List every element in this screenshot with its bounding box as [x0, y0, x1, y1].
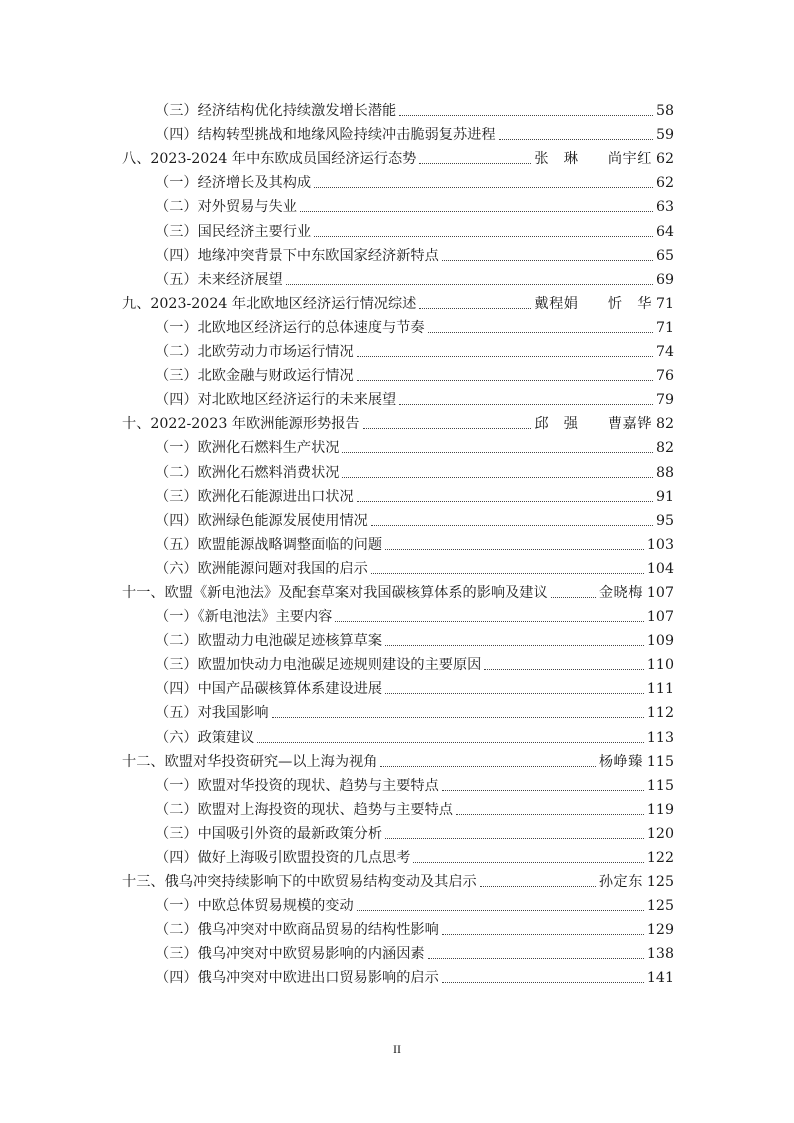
toc-entry-title: 八、2023-2024 年中东欧成员国经济运行态势 — [122, 151, 417, 168]
toc-entry-title: （五）未来经济展望 — [155, 271, 283, 288]
toc-entry-page: 62 — [655, 175, 674, 192]
toc-entry-author: 戴程娟 忻 华 — [534, 295, 652, 312]
toc-entry-page: 125 — [646, 874, 674, 891]
dot-leader — [456, 813, 644, 815]
dot-leader — [442, 933, 644, 935]
dot-leader — [357, 500, 653, 502]
toc-entry-title: （六）欧洲能源问题对我国的启示 — [155, 560, 368, 577]
toc-chapter-entry[interactable] — [122, 409, 674, 433]
toc-entry-title: （六）政策建议 — [155, 729, 255, 746]
toc-entry-title: （四）做好上海吸引欧盟投资的几点思考 — [155, 850, 411, 866]
toc-section-entry[interactable] — [122, 771, 674, 795]
toc-chapter-entry[interactable] — [122, 578, 674, 602]
toc-entry-page: 138 — [646, 946, 674, 963]
dot-leader — [385, 644, 644, 646]
toc-entry-author: 金晓梅 — [598, 584, 643, 601]
toc-entry-title: 十三、俄乌冲突持续影响下的中欧贸易结构变动及其启示 — [122, 874, 477, 891]
toc-entry-title: 十、2022-2023 年欧洲能源形势报告 — [122, 416, 360, 433]
toc-entry-page: 115 — [646, 753, 674, 770]
dot-leader — [300, 210, 653, 212]
toc-entry-title: （一）中欧总体贸易规模的变动 — [155, 898, 354, 915]
toc-section-entry[interactable] — [122, 216, 674, 240]
toc-entry-page: 88 — [655, 464, 674, 481]
toc-entry-author: 孙定东 — [598, 874, 643, 891]
toc-entry-page: 71 — [655, 295, 674, 312]
dot-leader — [363, 427, 532, 429]
toc-section-entry[interactable] — [122, 433, 674, 457]
toc-entry-title: （一）欧盟对华投资的现状、趋势与主要特点 — [155, 777, 439, 794]
dot-leader — [385, 692, 644, 694]
dot-leader — [342, 451, 652, 453]
dot-leader — [399, 403, 653, 405]
toc-entry-page: 82 — [655, 416, 674, 433]
toc-section-entry[interactable] — [122, 939, 674, 963]
toc-entry-title: （四）地缘冲突背景下中东欧国家经济新特点 — [155, 247, 439, 264]
dot-leader — [413, 861, 644, 863]
toc-section-entry[interactable] — [122, 602, 674, 626]
dot-leader — [484, 668, 644, 670]
dot-leader — [380, 765, 595, 767]
toc-section-entry[interactable] — [122, 698, 674, 722]
toc-section-entry[interactable] — [122, 530, 674, 554]
toc-entry-title: （二）俄乌冲突对中欧商品贸易的结构性影响 — [155, 922, 439, 939]
toc-section-entry[interactable] — [122, 385, 674, 409]
toc-section-entry[interactable] — [122, 650, 674, 674]
toc-entry-title: （五）对我国影响 — [155, 705, 269, 722]
toc-section-entry[interactable] — [122, 313, 674, 337]
toc-entry-author: 邱 强 曹嘉铧 — [534, 416, 652, 433]
dot-leader — [385, 837, 644, 839]
toc-entry-title: （三）经济结构优化持续激发增长潜能 — [155, 103, 397, 120]
dot-leader — [385, 548, 644, 550]
dot-leader — [371, 572, 644, 574]
toc-entry-title: （一）经济增长及其构成 — [155, 175, 312, 192]
toc-entry-title: （四）俄乌冲突对中欧进出口贸易影响的启示 — [155, 970, 439, 987]
toc-entry-page: 120 — [646, 825, 674, 842]
toc-section-entry[interactable] — [122, 120, 674, 144]
toc-entry-title: 九、2023-2024 年北欧地区经济运行情况综述 — [122, 295, 417, 312]
dot-leader — [442, 981, 644, 983]
toc-entry-page: 122 — [646, 850, 674, 866]
dot-leader — [499, 138, 653, 140]
toc-section-entry[interactable] — [122, 506, 674, 530]
toc-entry-page: 69 — [655, 271, 674, 288]
toc-entry-page: 95 — [655, 512, 674, 529]
toc-chapter-entry[interactable] — [122, 747, 674, 771]
dot-leader — [314, 235, 653, 237]
toc-entry-title: （三）俄乌冲突对中欧贸易影响的内涵因素 — [155, 946, 425, 963]
toc-entry-page: 62 — [655, 151, 674, 168]
toc-entry-title: （一）欧洲化石燃料生产状况 — [155, 440, 340, 457]
toc-entry-author: 杨峥臻 — [598, 753, 643, 770]
toc-entry-page: 71 — [655, 319, 674, 336]
toc-entry-page: 109 — [646, 633, 674, 650]
toc-section-entry[interactable] — [122, 626, 674, 650]
toc-entry-title: （二）欧盟对上海投资的现状、趋势与主要特点 — [155, 801, 453, 818]
toc-entry-title: （四）对北欧地区经济运行的未来展望 — [155, 392, 397, 409]
toc-entry-title: （三）欧洲化石能源进出口状况 — [155, 488, 354, 505]
toc-entry-title: （三）中国吸引外资的最新政策分析 — [155, 825, 383, 842]
toc-entry-page: 119 — [646, 801, 674, 818]
dot-leader — [480, 885, 596, 887]
toc-entry-author: 张 琳 尚宇红 — [534, 151, 652, 168]
dot-leader — [357, 355, 653, 357]
toc-entry-title: （三）欧盟加快动力电池碳足迹规则建设的主要原因 — [155, 657, 482, 674]
toc-entry-title: 十二、欧盟对华投资研究—以上海为视角 — [122, 753, 378, 770]
toc-section-entry[interactable] — [122, 192, 674, 216]
toc-entry-page: 111 — [646, 681, 674, 698]
toc-entry-page: 113 — [646, 729, 674, 746]
toc-entry-page: 76 — [655, 368, 674, 385]
toc-section-entry[interactable] — [122, 482, 674, 506]
toc-section-entry[interactable] — [122, 337, 674, 361]
toc-entry-page: 63 — [655, 199, 674, 216]
toc-section-entry[interactable] — [122, 819, 674, 843]
toc-chapter-entry[interactable] — [122, 867, 674, 891]
toc-chapter-entry[interactable] — [122, 289, 674, 313]
toc-entry-page: 79 — [655, 392, 674, 409]
toc-entry-page: 82 — [655, 440, 674, 457]
dot-leader — [371, 524, 653, 526]
toc-section-entry[interactable] — [122, 554, 674, 578]
toc-entry-page: 65 — [655, 247, 674, 264]
toc-section-entry[interactable] — [122, 241, 674, 265]
toc-section-entry[interactable] — [122, 963, 674, 987]
toc-entry-page: 110 — [646, 657, 674, 674]
toc-entry-page: 104 — [646, 560, 674, 577]
page-number: II — [393, 1042, 401, 1056]
toc-section-entry[interactable] — [122, 457, 674, 481]
toc-section-entry[interactable] — [122, 891, 674, 915]
toc-section-entry[interactable] — [122, 795, 674, 819]
dot-leader — [335, 620, 644, 622]
dot-leader — [442, 789, 644, 791]
toc-section-entry[interactable] — [122, 361, 674, 385]
toc-entry-title: （一）《新电池法》主要内容 — [155, 609, 333, 626]
dot-leader — [419, 307, 531, 309]
toc-entry-page: 125 — [646, 898, 674, 915]
toc-entry-title: （二）欧盟动力电池碳足迹核算草案 — [155, 633, 383, 650]
toc-entry-title: （三）国民经济主要行业 — [155, 223, 312, 240]
toc-entry-title: （三）北欧金融与财政运行情况 — [155, 368, 354, 385]
toc-section-entry[interactable] — [122, 915, 674, 939]
toc-entry-page: 103 — [646, 536, 674, 553]
table-of-contents — [122, 96, 674, 987]
toc-section-entry[interactable] — [122, 265, 674, 289]
toc-entry-page: 107 — [646, 609, 674, 626]
dot-leader — [442, 259, 653, 261]
toc-section-entry[interactable] — [122, 722, 674, 746]
dot-leader — [399, 114, 653, 116]
toc-entry-page: 115 — [646, 777, 674, 794]
toc-entry-page: 59 — [655, 127, 674, 144]
dot-leader — [314, 186, 653, 188]
toc-entry-page: 112 — [646, 705, 674, 722]
toc-entry-page: 91 — [655, 488, 674, 505]
toc-section-entry[interactable] — [122, 843, 674, 867]
toc-entry-title: （一）北欧地区经济运行的总体速度与节奏 — [155, 319, 425, 336]
toc-entry-title: 十一、欧盟《新电池法》及配套草案对我国碳核算体系的影响及建议 — [122, 584, 548, 601]
toc-entry-page: 58 — [655, 103, 674, 120]
toc-entry-page: 107 — [646, 584, 674, 601]
dot-leader — [357, 909, 644, 911]
toc-entry-page: 129 — [646, 922, 674, 939]
toc-entry-title: （二）欧洲化石燃料消费状况 — [155, 464, 340, 481]
toc-section-entry[interactable] — [122, 674, 674, 698]
toc-section-entry[interactable] — [122, 96, 674, 120]
dot-leader — [257, 741, 644, 743]
toc-entry-title: （四）中国产品碳核算体系建设进展 — [155, 681, 383, 698]
dot-leader — [428, 331, 653, 333]
toc-entry-title: （四）结构转型挑战和地缘风险持续冲击脆弱复苏进程 — [155, 127, 496, 144]
toc-entry-page: 141 — [646, 970, 674, 987]
toc-entry-title: （二）对外贸易与失业 — [155, 199, 297, 216]
toc-section-entry[interactable] — [122, 168, 674, 192]
toc-entry-title: （五）欧盟能源战略调整面临的问题 — [155, 536, 383, 553]
toc-entry-page: 64 — [655, 223, 674, 240]
toc-entry-title: （二）北欧劳动力市场运行情况 — [155, 344, 354, 361]
dot-leader — [428, 957, 644, 959]
dot-leader — [357, 379, 653, 381]
dot-leader — [342, 476, 652, 478]
dot-leader — [272, 716, 644, 718]
dot-leader — [286, 283, 653, 285]
toc-entry-title: （四）欧洲绿色能源发展使用情况 — [155, 512, 368, 529]
dot-leader — [419, 162, 531, 164]
toc-chapter-entry[interactable] — [122, 144, 674, 168]
toc-entry-page: 74 — [655, 344, 674, 361]
dot-leader — [551, 596, 596, 598]
